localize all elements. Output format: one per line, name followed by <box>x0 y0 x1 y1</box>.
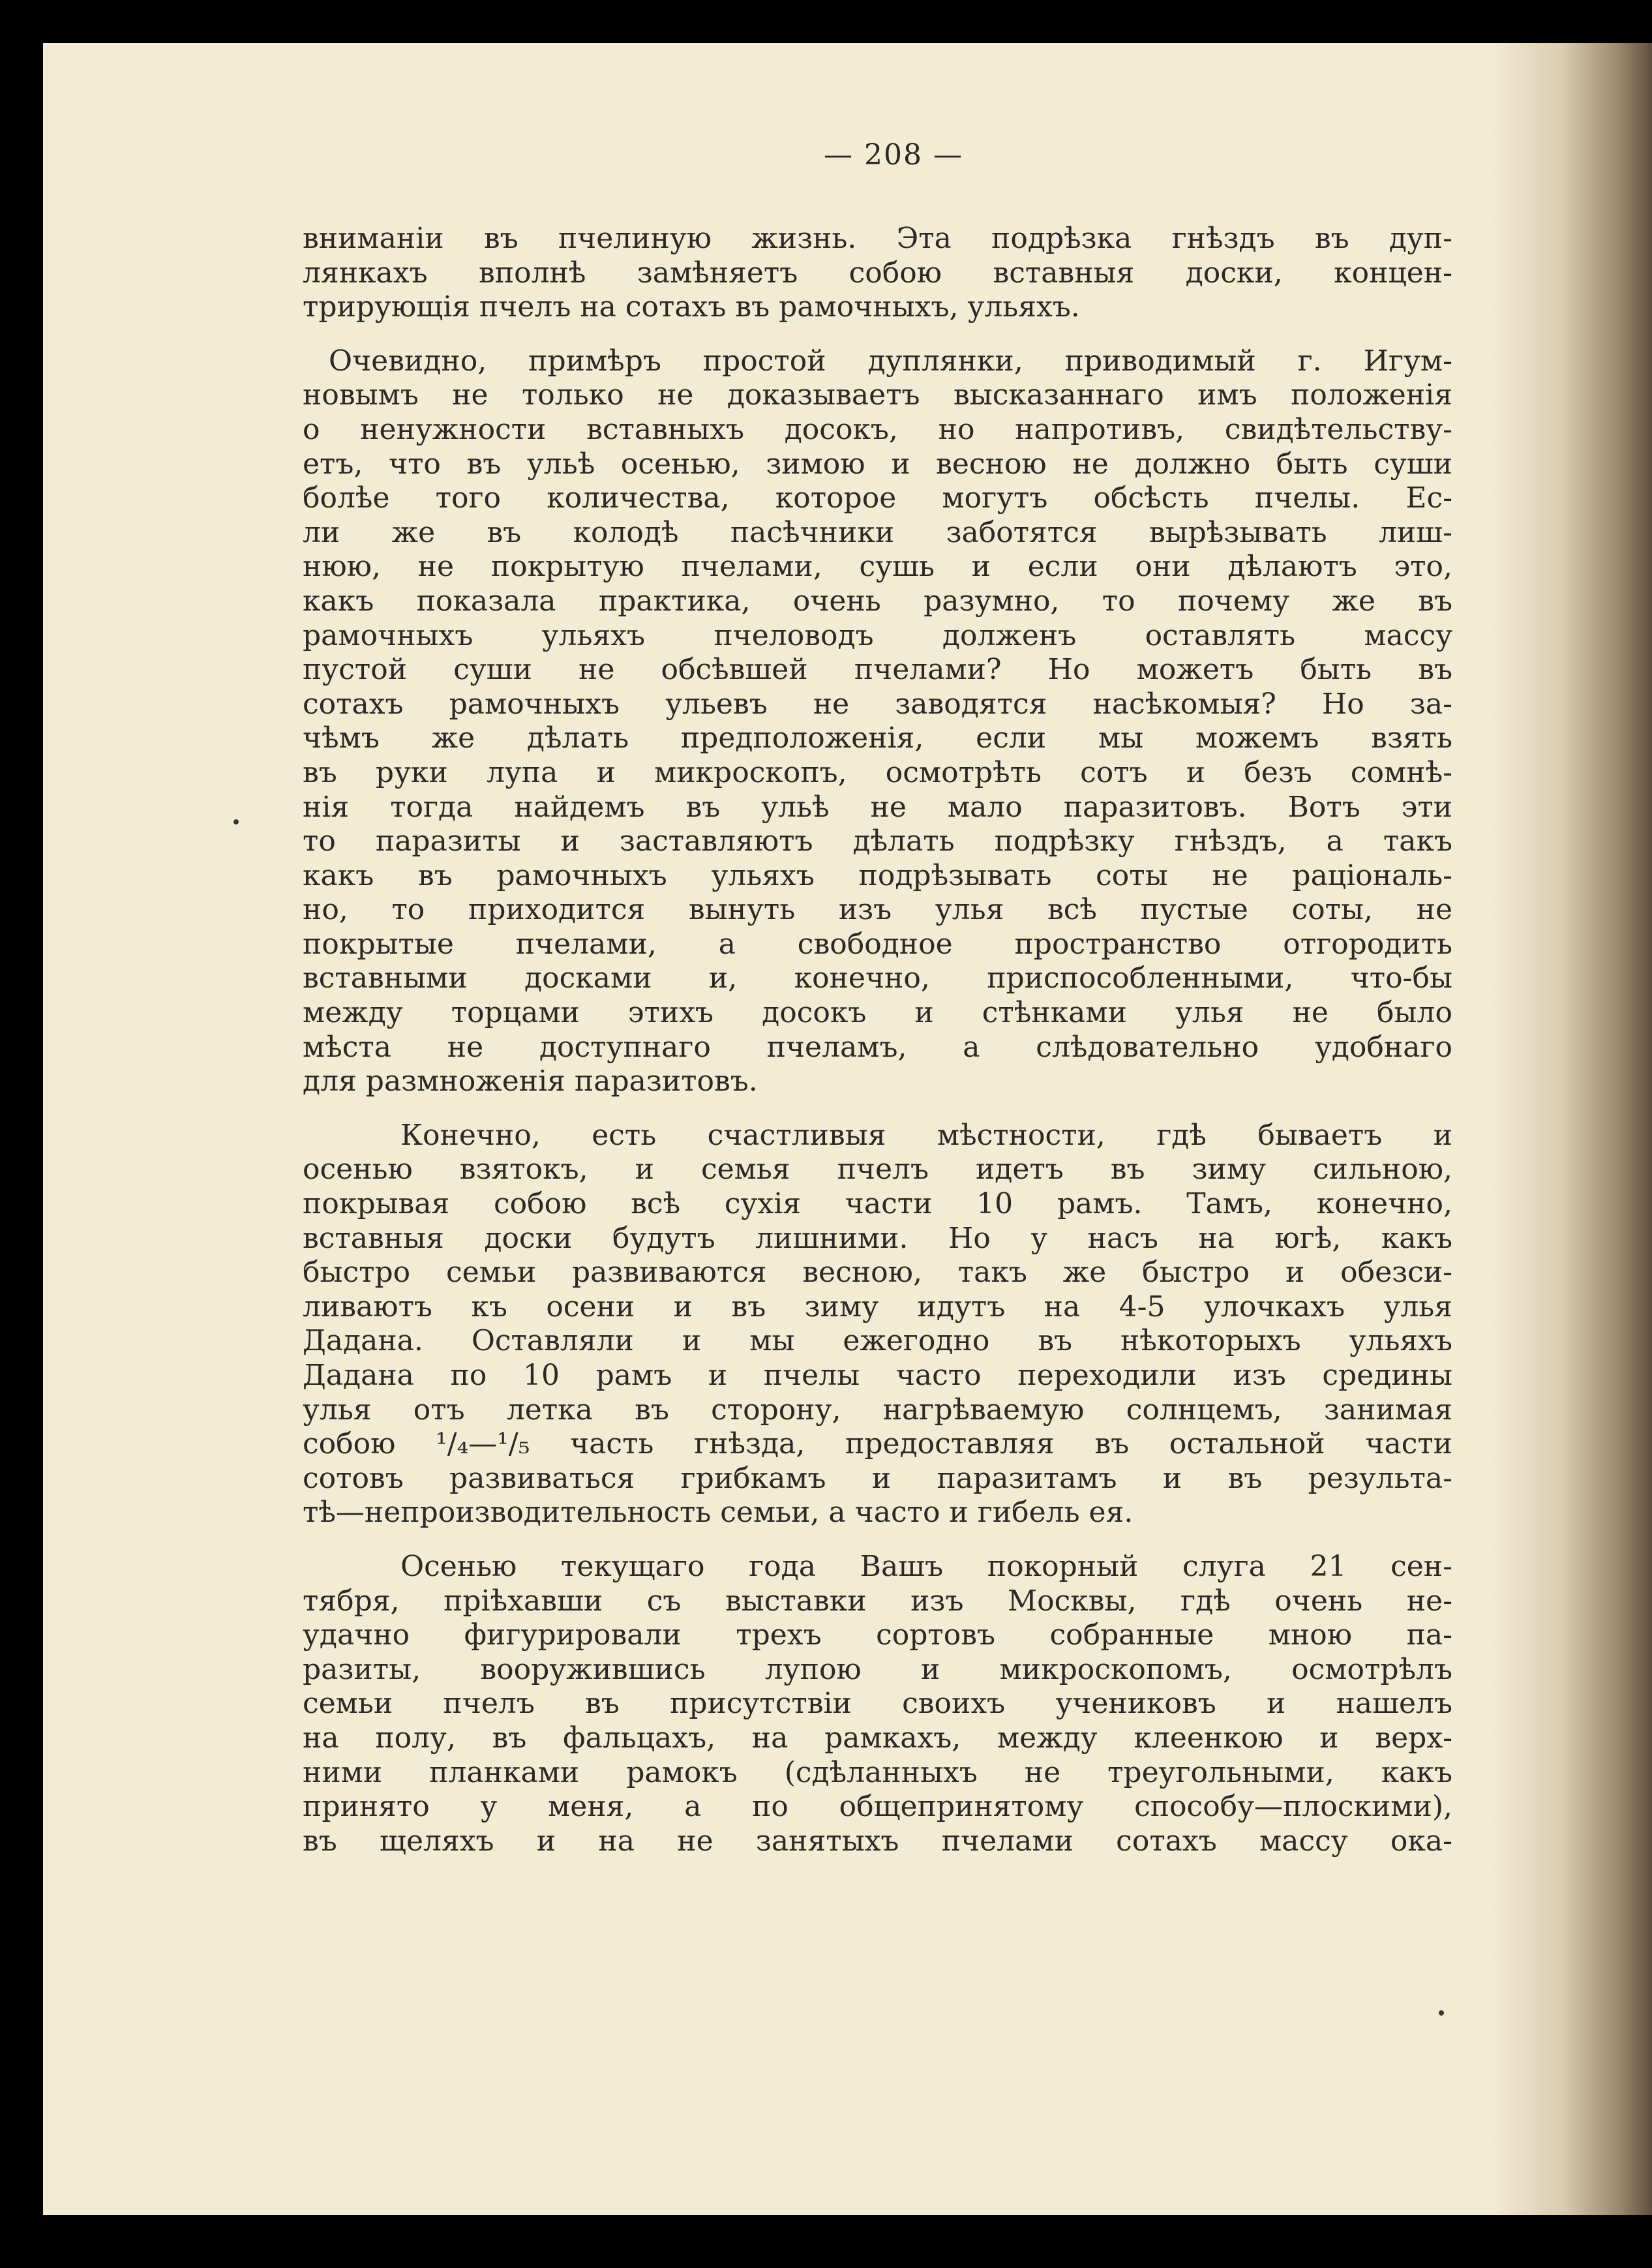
text-line: собою ¹/₄—¹/₅ часть гнѣзда, предоставляя въ остальной части <box>303 1427 1452 1461</box>
text-line: нія тогда найдемъ въ ульѣ не мало паразитовъ. Вотъ эти <box>303 790 1452 824</box>
text-line: въ руки лупа и микроскопъ, осмотрѣть сотъ и безъ сомнѣ- <box>303 755 1452 789</box>
text-line: ливаютъ къ осени и въ зиму идутъ на 4-5 улочкахъ улья <box>303 1290 1452 1323</box>
text-line: Дадана. Оставляли и мы ежегодно въ нѣкоторыхъ ульяхъ <box>303 1324 1452 1358</box>
paragraph-south <box>303 1119 1452 1530</box>
text-line: разиты, вооружившись лупою и микроскопомъ, осмотрѣлъ <box>303 1652 1452 1686</box>
text-line: чѣмъ же дѣлать предположенія, если мы можемъ взять <box>303 721 1452 755</box>
text-line: для размноженія паразитовъ. <box>303 1065 758 1098</box>
text-line: принято у меня, а по общепринятому способу—плоскими), <box>303 1790 1452 1824</box>
text-line: семьи пчелъ въ присутствіи своихъ учениковъ и нашелъ <box>303 1687 1452 1721</box>
text-line: новымъ не только не доказываетъ высказаннаго имъ положенія <box>303 378 1452 412</box>
text-line: осенью взятокъ, и семья пчелъ идетъ въ зиму сильною, <box>303 1153 1452 1187</box>
text-line: мѣста не доступнаго пчеламъ, а слѣдовательно удобнаго <box>303 1030 1452 1064</box>
text-line: ли же въ колодѣ пасѣчники заботятся вырѣзывать лиш- <box>303 515 1452 549</box>
text-line: какъ въ рамочныхъ ульяхъ подрѣзывать соты не раціональ- <box>303 858 1452 892</box>
text-line: о ненужности вставныхъ досокъ, но напротивъ, свидѣтельству- <box>303 412 1452 446</box>
text-line: сотахъ рамочныхъ ульевъ не заводятся насѣкомыя? Но за- <box>303 687 1452 721</box>
paragraph-autumn <box>303 1550 1452 1858</box>
ink-speck <box>233 819 239 824</box>
text-line: удачно фигурировали трехъ сортовъ собранные мною па- <box>303 1618 1452 1652</box>
text-line: етъ, что въ ульѣ осенью, зимою и весною не должно быть суши <box>303 447 1452 481</box>
text-line: но, то приходится вынуть изъ улья всѣ пустые соты, не <box>303 893 1452 927</box>
text-line: пустой суши не обсѣвшей пчелами? Но можетъ быть въ <box>303 653 1452 687</box>
text-line: Конечно, есть счастливыя мѣстности, гдѣ бываетъ и <box>400 1118 1452 1152</box>
text-line: вниманіи въ пчелиную жизнь. Эта подрѣзка гнѣздъ въ дуп- <box>303 222 1452 255</box>
paragraph-continuation <box>303 222 1452 325</box>
text-line: улья отъ летка въ сторону, нагрѣваемую солнцемъ, занимая <box>303 1393 1452 1427</box>
text-line: Осенью текущаго года Вашъ покорный слуга 21 сен- <box>400 1549 1452 1583</box>
text-line: на полу, въ фальцахъ, на рамкахъ, между клеенкою и верх- <box>303 1721 1452 1755</box>
page-number: — 208 — <box>824 138 963 172</box>
text-line: тѣ—непроизводительность семьи, а часто и гибель ея. <box>303 1496 1134 1530</box>
text-line: вставныя доски будутъ лишними. Но у насъ на югѣ, какъ <box>303 1221 1452 1255</box>
text-line: Очевидно, примѣръ простой дуплянки, приводимый г. Игум- <box>329 344 1452 378</box>
text-line: сотовъ развиваться грибкамъ и паразитамъ и въ результа- <box>303 1461 1452 1495</box>
text-column <box>303 222 1452 1878</box>
text-line: болѣе того количества, которое могутъ обсѣсть пчелы. Ес- <box>303 481 1452 515</box>
text-line: нюю, не покрытую пчелами, сушь и если они дѣлаютъ это, <box>303 550 1452 584</box>
text-line: какъ показала практика, очень разумно, то почему же въ <box>303 584 1452 618</box>
text-line: Дадана по 10 рамъ и пчелы часто переходили изъ средины <box>303 1359 1452 1392</box>
text-line: лянкахъ вполнѣ замѣняетъ собою вставныя доски, концен- <box>303 256 1452 290</box>
text-line: ними планками рамокъ (сдѣланныхъ не треугольными, какъ <box>303 1755 1452 1789</box>
text-line: быстро семьи развиваются весною, такъ же быстро и обезси- <box>303 1256 1452 1290</box>
ink-speck <box>1439 2010 1444 2016</box>
text-line: покрывая собою всѣ сухія части 10 рамъ. Тамъ, конечно, <box>303 1187 1452 1221</box>
text-line: то паразиты и заставляютъ дѣлать подрѣзку гнѣздъ, а такъ <box>303 824 1452 858</box>
text-line: вставными досками и, конечно, приспособленными, что-бы <box>303 961 1452 995</box>
text-line: трирующія пчелъ на сотахъ въ рамочныхъ, ульяхъ. <box>303 290 1080 324</box>
binding-shadow <box>1489 43 1652 2215</box>
text-line: между торцами этихъ досокъ и стѣнками улья не было <box>303 996 1452 1030</box>
text-line: рамочныхъ ульяхъ пчеловодъ долженъ оставлять массу <box>303 618 1452 652</box>
text-line: покрытые пчелами, а свободное пространство отгородить <box>303 927 1452 961</box>
text-line: тября, пріѣхавши съ выставки изъ Москвы, гдѣ очень не- <box>303 1584 1452 1618</box>
text-line: въ щеляхъ и на не занятыхъ пчелами сотахъ массу ока- <box>303 1824 1452 1858</box>
paragraph-dupljanka <box>303 344 1452 1099</box>
